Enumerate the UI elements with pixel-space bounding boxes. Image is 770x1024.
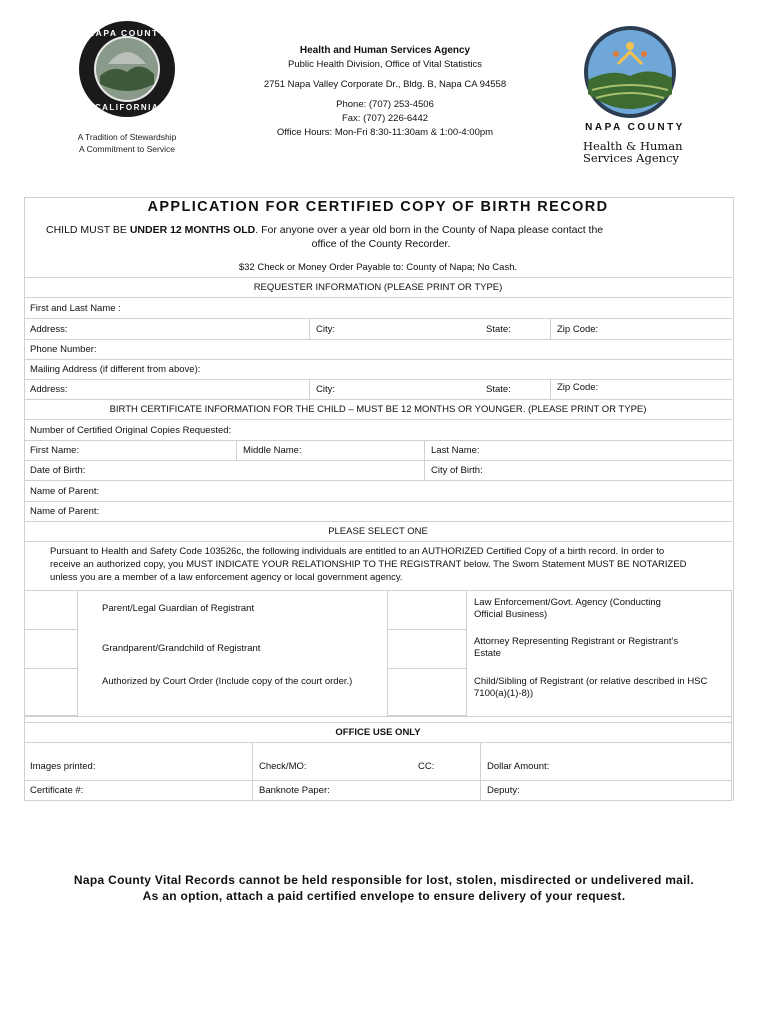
logo-caption-line-3: Services Agency [583,151,679,165]
zip-field[interactable]: Zip Code: [550,319,732,339]
check-mo-field[interactable]: Check/MO: [252,743,412,780]
notice-line-2: office of the County Recorder. [311,238,451,250]
mailing-address-line[interactable]: Address: [30,384,68,395]
checkbox-attorney[interactable] [387,629,467,669]
option-law-enforcement-label: Law Enforcement/Govt. Agency (Conducting Official Business) [474,597,661,620]
division-name: Public Health Division, Office of Vital Statistics [288,59,482,70]
agency-contact-block [230,44,540,140]
parent-row-1 [24,480,732,501]
napa-county-seal [78,20,176,118]
requester-address-row [24,318,732,339]
requester-header-label: REQUESTER INFORMATION (PLEASE PRINT OR TYPE) [253,282,503,293]
option-attorney-label: Attorney Representing Registrant or Registrant’s Estate [474,636,679,659]
office-use-header [24,722,732,742]
select-one-row [24,521,732,541]
option-grandparent-label: Grandparent/Grandchild of Registrant [102,643,261,654]
date-of-birth-field[interactable]: Date of Birth: [30,465,86,476]
options-bottom-rule [24,716,732,717]
form-title: APPLICATION FOR CERTIFIED COPY OF BIRTH RECORD [147,199,609,215]
svg-text:CALIFORNIA: CALIFORNIA [94,103,160,112]
seal-caption-line-1: A Tradition of Stewardship [77,132,177,142]
child-name-row [24,440,732,460]
seal-caption-line-2: A Commitment to Service [79,144,175,154]
disclaimer-line-1: Napa County Vital Records cannot be held responsible for lost, stolen, misdirected or undelivered mail. [73,873,695,887]
state-field[interactable]: State: [486,323,511,335]
agency-address: 2751 Napa Valley Corporate Dr., Bldg. B, Napa CA 94558 [263,79,507,90]
checkbox-grandparent[interactable] [24,629,78,669]
birth-date-row [24,460,732,480]
phone-row [24,339,732,359]
requester-section-header [24,277,732,297]
parent-row-2 [24,501,732,521]
child-first-name-field[interactable]: First Name: [30,445,80,456]
checkbox-child-sibling[interactable] [387,668,467,716]
dollar-amount-field[interactable]: Dollar Amount: [480,743,732,780]
images-printed-field[interactable]: Images printed: [30,761,96,772]
select-one-label: PLEASE SELECT ONE [328,526,428,537]
city-of-birth-field[interactable]: City of Birth: [424,461,732,480]
disclaimer-line-2: As an option, attach a paid certified envelope to ensure delivery of your request. [142,889,626,903]
notice-bold: UNDER 12 MONTHS OLD [129,224,256,236]
logo-caption-line-2: Health & Human [583,139,683,153]
option-parent-label: Parent/Legal Guardian of Registrant [102,603,255,614]
notice-rest: . For anyone over a year old born in the County of Napa please contact the [255,224,604,236]
mailing-address-row [24,379,732,399]
options-right-rule [731,590,732,716]
certificate-number-field[interactable]: Certificate #: [30,785,84,796]
mail-disclaimer [24,872,744,904]
office-row-1 [24,742,732,780]
banknote-paper-field[interactable]: Banknote Paper: [252,781,480,800]
mailing-address-field[interactable]: Mailing Address (if different from above): [30,364,201,375]
address-field[interactable]: Address: [30,323,68,335]
requester-name-row [24,297,732,318]
office-hours: Office Hours: Mon-Fri 8:30-11:30am & 1:00-4:00pm [276,127,494,138]
parent-name-field-2[interactable]: Name of Parent: [30,506,100,517]
agency-name: Health and Human Services Agency [299,45,471,56]
first-last-name-field[interactable]: First and Last Name : [30,302,121,314]
select-one-divider [24,541,732,542]
copies-row [24,419,732,440]
deputy-field[interactable]: Deputy: [480,781,732,800]
hhsa-logo [582,24,678,120]
mailing-zip-field[interactable]: Zip Code: [550,380,732,399]
phone-number-field[interactable]: Phone Number: [30,344,97,355]
option-child-sibling-label: Child/Sibling of Registrant (or relative described in HSC 7100(a)(1)-8)) [474,676,708,699]
notice-prefix: CHILD MUST BE [46,224,130,236]
payment-info: $32 Check or Money Order Payable to: County of Napa; No Cash. [238,262,518,273]
checkbox-law-enforcement[interactable] [387,590,467,630]
logo-caption-agency [583,140,703,164]
checkbox-parent[interactable] [24,590,78,630]
mailing-row [24,359,732,379]
option-court-order-label: Authorized by Court Order (Include copy of the court order.) [102,676,353,687]
birth-header-label: BIRTH CERTIFICATE INFORMATION FOR THE CHILD – MUST BE 12 MONTHS OR YOUNGER. (PLEASE PRINT OR TYPE) [109,404,647,415]
city-field[interactable]: City: [309,319,480,339]
agency-fax: Fax: (707) 226-6442 [341,113,429,124]
mailing-city-field[interactable]: City: [309,380,480,399]
options-top-rule [24,590,732,591]
checkbox-court-order[interactable] [24,668,78,716]
cc-field[interactable]: CC: [418,761,435,772]
child-middle-name-field[interactable]: Middle Name: [236,441,424,460]
logo-caption-county: NAPA COUNTY [585,122,685,133]
mailing-state-field[interactable]: State: [486,384,511,395]
agency-phone: Phone: (707) 253-4506 [336,99,434,110]
seal-caption [62,131,192,155]
birth-section-header [24,399,732,419]
child-last-name-field[interactable]: Last Name: [424,441,732,460]
age-notice [46,223,716,251]
office-row-2 [24,780,732,801]
copies-requested-field[interactable]: Number of Certified Original Copies Requested: [30,424,232,436]
parent-name-field-1[interactable]: Name of Parent: [30,485,100,497]
eligibility-statement: Pursuant to Health and Safety Code 103526c, the following individuals are entitled to an AUTHORIZED Certified Copy of a birth record. In order to receive an authorized copy, you MUST INDICATE YOUR RELATIONSHIP TO THE REGISTRANT below. The Sworn Statement MUST BE NOTARIZED unless you are a member of a law enforcement agency or local government agency. [50,546,687,583]
svg-text:NAPA COUNTY: NAPA COUNTY [88,28,166,38]
office-use-label: OFFICE USE ONLY [335,727,421,738]
